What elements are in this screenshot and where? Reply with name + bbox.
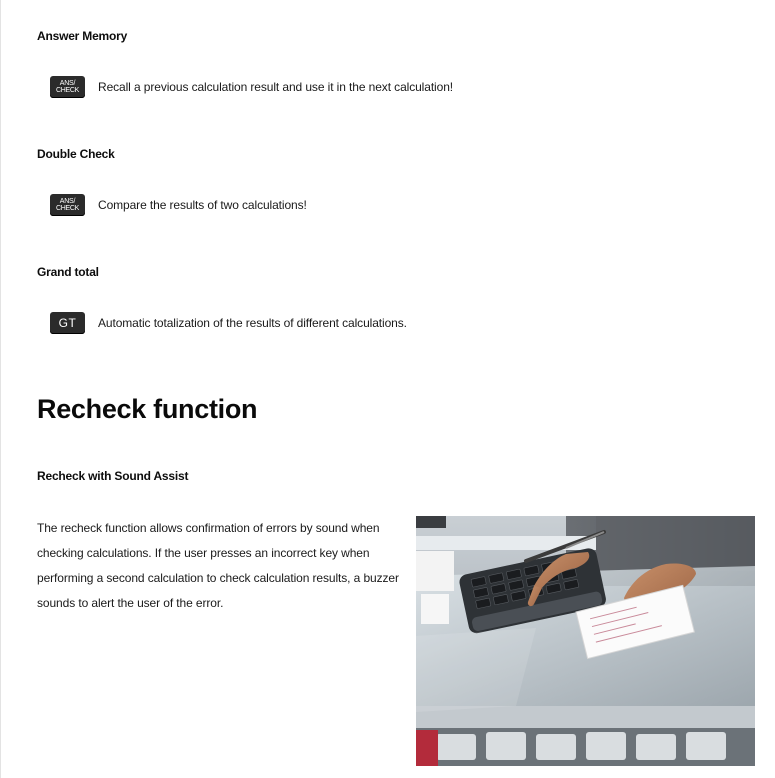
heading-recheck-sound-assist: Recheck with Sound Assist bbox=[37, 469, 189, 483]
ans-check-key-icon bbox=[50, 194, 85, 216]
feature-double-check bbox=[50, 194, 307, 216]
ans-check-key-icon bbox=[50, 76, 85, 98]
key-label-top: ANS/ bbox=[59, 80, 76, 87]
feature-answer-memory bbox=[50, 76, 453, 98]
feature-description: Automatic totalization of the results of different calculations. bbox=[98, 316, 407, 330]
recheck-description: The recheck function allows confirmation of errors by sound when checking calculations. If the user presses an incorrect key when performing a second calculation to check calculation results, a buzzer sounds to alert the user of the error. bbox=[37, 521, 399, 610]
key-label-bottom: CHECK bbox=[55, 205, 79, 212]
heading-grand-total: Grand total bbox=[37, 265, 99, 279]
page-title-recheck-function: Recheck function bbox=[37, 394, 258, 424]
key-label-top: ANS/ bbox=[59, 198, 76, 205]
heading-answer-memory: Answer Memory bbox=[37, 29, 128, 43]
key-label-top: GT bbox=[58, 316, 77, 330]
page-left-border bbox=[0, 0, 1, 778]
feature-grand-total bbox=[50, 312, 407, 334]
gt-key-icon bbox=[50, 312, 85, 334]
calculator-photo bbox=[416, 516, 755, 766]
feature-description: Compare the results of two calculations! bbox=[98, 198, 307, 212]
feature-description: Recall a previous calculation result and use it in the next calculation! bbox=[98, 80, 454, 94]
key-label-bottom: CHECK bbox=[55, 87, 79, 94]
heading-double-check: Double Check bbox=[37, 147, 115, 161]
